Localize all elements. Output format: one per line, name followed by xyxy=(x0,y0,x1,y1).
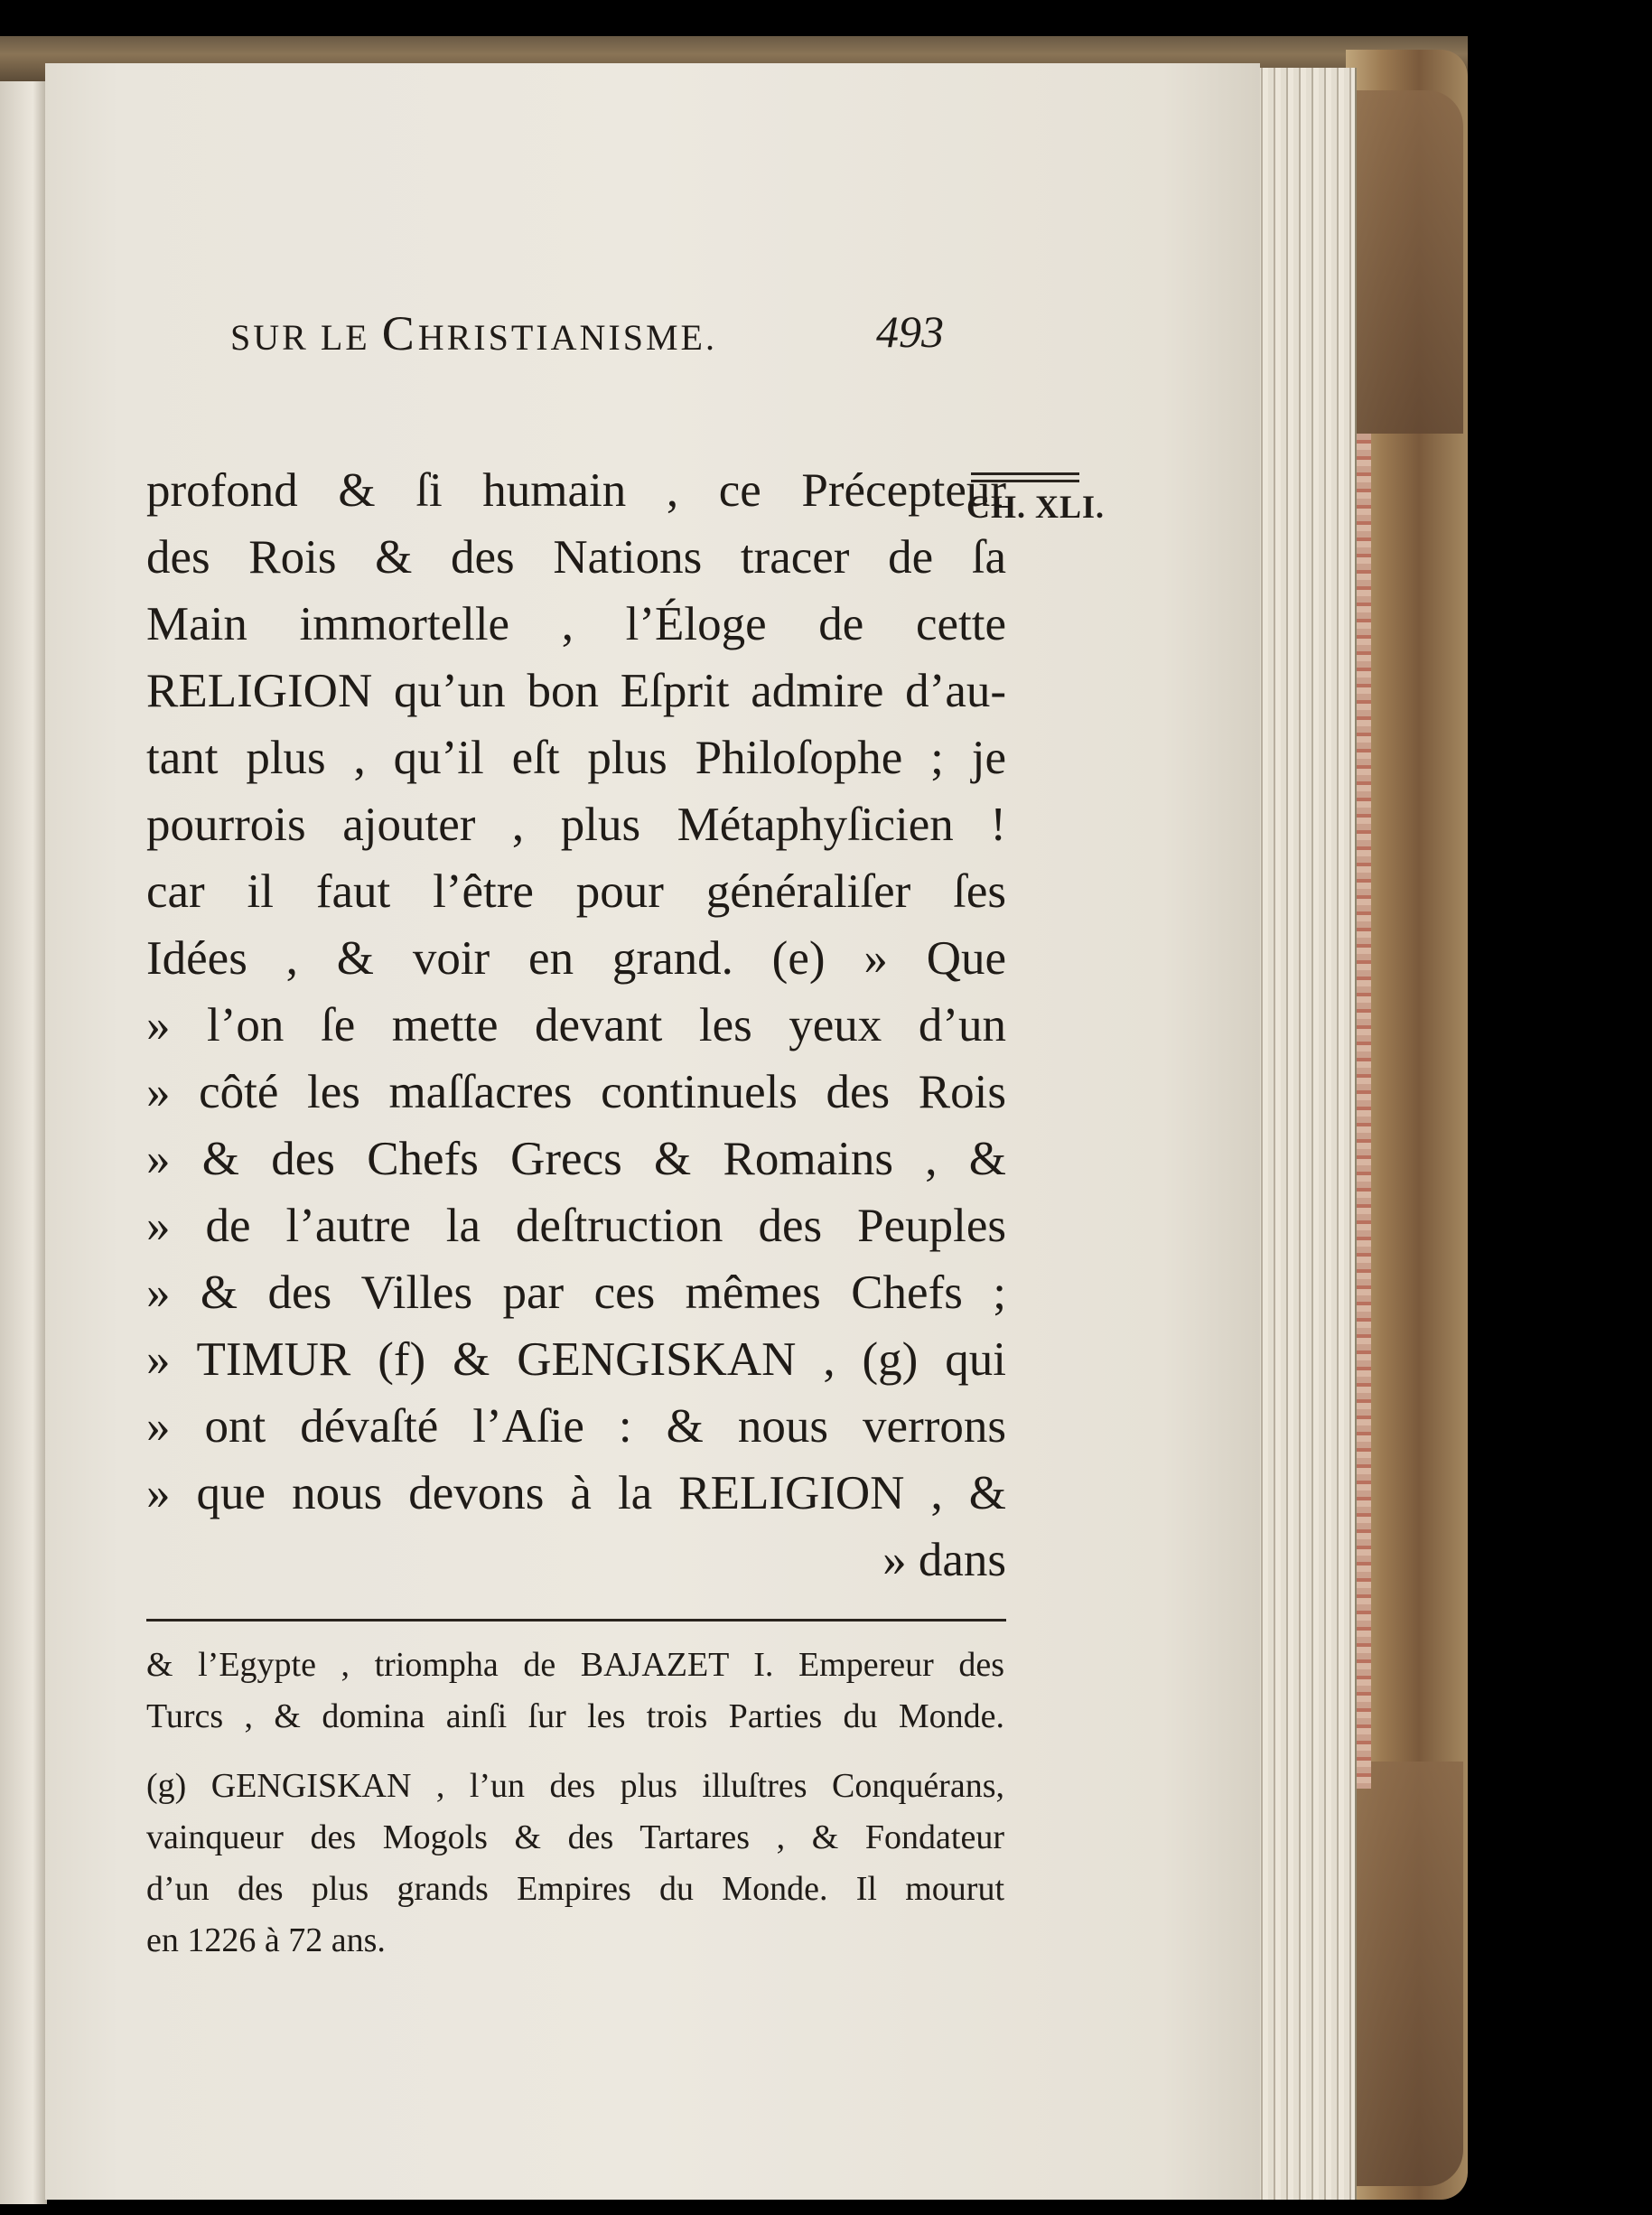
footnote-f-line: & l’Egypte , triompha de BAJAZET I. Empereur des xyxy=(146,1646,1004,1684)
body-line: » que nous devons à la RELIGION , & xyxy=(146,1467,1006,1519)
footnote-g-line: en 1226 à 72 ans. xyxy=(146,1921,386,1959)
body-line-catchword: » dans xyxy=(882,1534,1006,1586)
page-stack-edge xyxy=(1255,68,1357,2200)
body-line: pourrois ajouter , plus Métaphyſicien ! xyxy=(146,799,1006,851)
leather-corner-top xyxy=(1355,90,1463,434)
page-number: 493 xyxy=(876,306,944,357)
running-head-part-1: SUR LE xyxy=(230,317,382,358)
footnote-g-line: vainqueur des Mogols & des Tartares , & Fondateur xyxy=(146,1818,1004,1856)
body-line: profond & ſi humain , ce Précepteur xyxy=(146,464,1006,517)
book-page xyxy=(45,63,1260,2200)
body-line: » ont dévaſté l’Aſie : & nous verrons xyxy=(146,1400,1006,1453)
body-line: des Rois & des Nations tracer de ſa xyxy=(146,531,1006,584)
footnote-f-line: Turcs , & domina ainſi ſur les trois Parties du Monde. xyxy=(146,1697,1004,1735)
body-line: » de l’autre la deſtruction des Peuples xyxy=(146,1200,1006,1252)
running-head xyxy=(230,305,717,361)
left-page-edge xyxy=(0,63,47,2204)
margin-chapter-note: CH. XLI. xyxy=(966,489,1106,525)
footnote-g-line: d’un des plus grands Empires du Monde. Il mourut xyxy=(146,1870,1004,1908)
body-line: » côté les maſſacres continuels des Rois xyxy=(146,1066,1006,1118)
body-line: RELIGION qu’un bon Eſprit admire d’au- xyxy=(146,665,1006,717)
running-head-initial: C xyxy=(381,306,418,360)
body-line: tant plus , qu’il eſt plus Philoſophe ; je xyxy=(146,732,1006,784)
body-line: Main immortelle , l’Éloge de cette xyxy=(146,598,1006,650)
running-head-part-2: HRISTIANISME. xyxy=(417,317,717,358)
body-line: » & des Chefs Grecs & Romains , & xyxy=(146,1133,1006,1185)
body-line: » TIMUR (f) & GENGISKAN , (g) qui xyxy=(146,1333,1006,1386)
body-text xyxy=(146,457,1006,1593)
leather-corner-bottom xyxy=(1355,1762,1463,2186)
body-line: car il faut l’être pour généraliſer ſes xyxy=(146,865,1006,918)
body-line: Idées , & voir en grand. (e) » Que xyxy=(146,932,1006,985)
footnote-separator xyxy=(146,1619,1006,1622)
footnote-g-line: (g) GENGISKAN , l’un des plus illuſtres Conquérans, xyxy=(146,1767,1004,1805)
body-line: » & des Villes par ces mêmes Chefs ; xyxy=(146,1266,1006,1319)
footnotes xyxy=(146,1640,1004,1967)
body-line: » l’on ſe mette devant les yeux d’un xyxy=(146,999,1006,1051)
